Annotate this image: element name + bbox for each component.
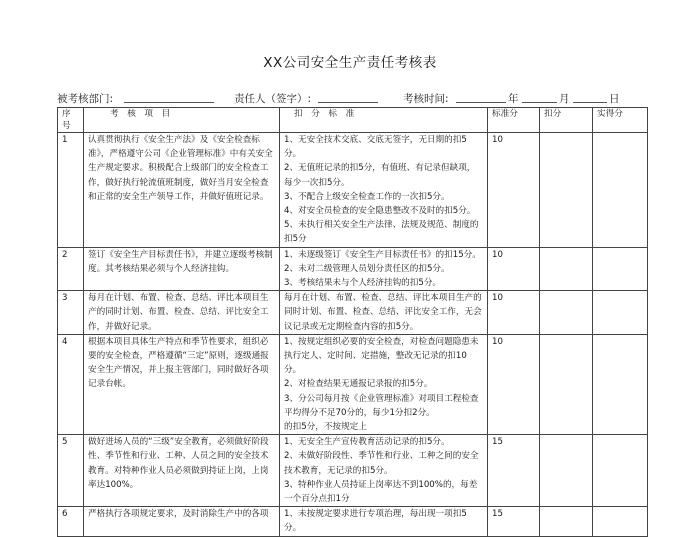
row-actual[interactable] xyxy=(593,133,648,248)
row-actual[interactable] xyxy=(593,334,648,434)
row-minus[interactable] xyxy=(540,247,593,291)
day-label: 日 xyxy=(609,93,620,105)
month-label: 月 xyxy=(559,93,570,105)
row-item: 认真贯彻执行《安全生产法》及《安全检查标准》，严格遵守公司《企业管理标准》中有关安全生产规定要求。积极配合上级部门的安全检查工作，做好执行轮流值班制度，做好当月安全检查和正常的安全生产领导工作，并做好值班记录。 xyxy=(84,133,280,248)
row-actual[interactable] xyxy=(593,247,648,291)
row-actual[interactable] xyxy=(593,507,648,537)
time-label: 考核时间: xyxy=(403,93,449,105)
row-no: 2 xyxy=(58,247,84,291)
person-field[interactable] xyxy=(318,102,378,103)
row-item: 根据本项目具体生产特点和季节性要求，组织必要的安全检查，严格遵循“三定”原则，逐级通报安全生产情况，并上报主管部门，同时做好各项记录台帐。 xyxy=(84,334,280,434)
row-item: 做好进场人员的“三级”安全教育，必须做好阶段性、季节性和行业、工种、人员之间的安全技术教育。对特种作业人员必须做到持证上岗，上岗率达100%。 xyxy=(84,435,280,507)
row-item: 严格执行各项规定要求，及时消除生产中的各项 xyxy=(84,507,280,537)
table-row xyxy=(58,507,648,537)
row-std: 10 xyxy=(488,247,540,291)
row-item: 每月在计划、布置、检查、总结、评比本项目生产的同时计划、布置、检查、总结、评比安全工作，并做好记录。 xyxy=(84,291,280,335)
row-std: 10 xyxy=(488,133,540,248)
year-label: 年 xyxy=(508,93,519,105)
assessment-table xyxy=(57,107,648,537)
row-minus[interactable] xyxy=(540,334,593,434)
row-minus[interactable] xyxy=(540,435,593,507)
year-field[interactable] xyxy=(456,102,506,103)
row-deduct: 1、按规定组织必要的安全检查，对检查问题隐患未执行定人、定时间、定措施，整改无记录的扣10分。 2、对检查结果无通报记录报的扣5分。 3、分公司每月按《企业管理标准》对项目工程检查平均得分不足70分的，每少1分扣2分。 的扣5分，不按规定上 xyxy=(280,334,488,434)
person-label: 责任人（签字）: xyxy=(234,93,312,105)
table-row xyxy=(58,334,648,434)
row-std: 10 xyxy=(488,334,540,434)
header-std: 标准分 xyxy=(488,108,540,133)
header-actual: 实得分 xyxy=(593,108,648,133)
row-deduct: 1、未按规定要求进行专项治理，每出现一项扣5分。 xyxy=(280,507,488,537)
table-header-row xyxy=(58,108,648,133)
document-title: XX公司安全生产责任考核表 xyxy=(263,55,437,71)
header-minus: 扣分 xyxy=(540,108,593,133)
row-actual[interactable] xyxy=(593,435,648,507)
table-row xyxy=(58,435,648,507)
row-item: 签订《安全生产目标责任书》，并建立逐级考核制度。其考核结果必须与个人经济挂钩。 xyxy=(84,247,280,291)
row-std: 10 xyxy=(488,291,540,335)
table-row xyxy=(58,247,648,291)
month-field[interactable] xyxy=(522,102,557,103)
row-deduct: 1、无安全技术交底、交底无签字，无日期的扣5分。 2、无值班记录的扣5分，有值班、有记录但缺项，每少一次扣5分。 3、不配合上级安全检查工作的一次扣5分。 4、对安全员检查的安全隐患整改不及时的扣5分。 5、未执行相关安全生产法律、法规及规范、制度的扣5分 xyxy=(280,133,488,248)
row-minus[interactable] xyxy=(540,291,593,335)
header-item: 考 核 项 目 xyxy=(84,108,280,133)
dept-field[interactable] xyxy=(124,102,214,103)
row-minus[interactable] xyxy=(540,507,593,537)
row-std: 15 xyxy=(488,507,540,537)
dept-label: 被考核部门: xyxy=(57,93,114,105)
day-field[interactable] xyxy=(573,102,607,103)
row-no: 6 xyxy=(58,507,84,537)
row-deduct: 1、未逐级签订《安全生产目标责任书》的扣15分。 2、未对二级管理人员划分责任区的扣5分。 3、考核结果未与个人经济挂钩的扣5分。 xyxy=(280,247,488,291)
row-deduct: 1、无安全生产宣传教育活动记录的扣5分。 2、未做好阶段性、季节性和行业、工种之间的安全技术教育，无记录的扣5分。 3、特种作业人员持证上岗率达不到100%的，每差一个百分点扣1分 xyxy=(280,435,488,507)
row-actual[interactable] xyxy=(593,291,648,335)
row-no: 1 xyxy=(58,133,84,248)
row-deduct: 每月在计划、布置、检查、总结、评比本项目生产的同时计划、布置、检查、总结、评比安全工作，无会议记录或无定期检查内容的扣5分。 xyxy=(280,291,488,335)
row-std: 15 xyxy=(488,435,540,507)
row-no: 4 xyxy=(58,334,84,434)
row-no: 5 xyxy=(58,435,84,507)
row-minus[interactable] xyxy=(540,133,593,248)
table-row xyxy=(58,291,648,335)
header-no: 序号 xyxy=(58,108,84,133)
row-no: 3 xyxy=(58,291,84,335)
header-deduct: 扣 分 标 准 xyxy=(280,108,488,133)
table-row xyxy=(58,133,648,248)
